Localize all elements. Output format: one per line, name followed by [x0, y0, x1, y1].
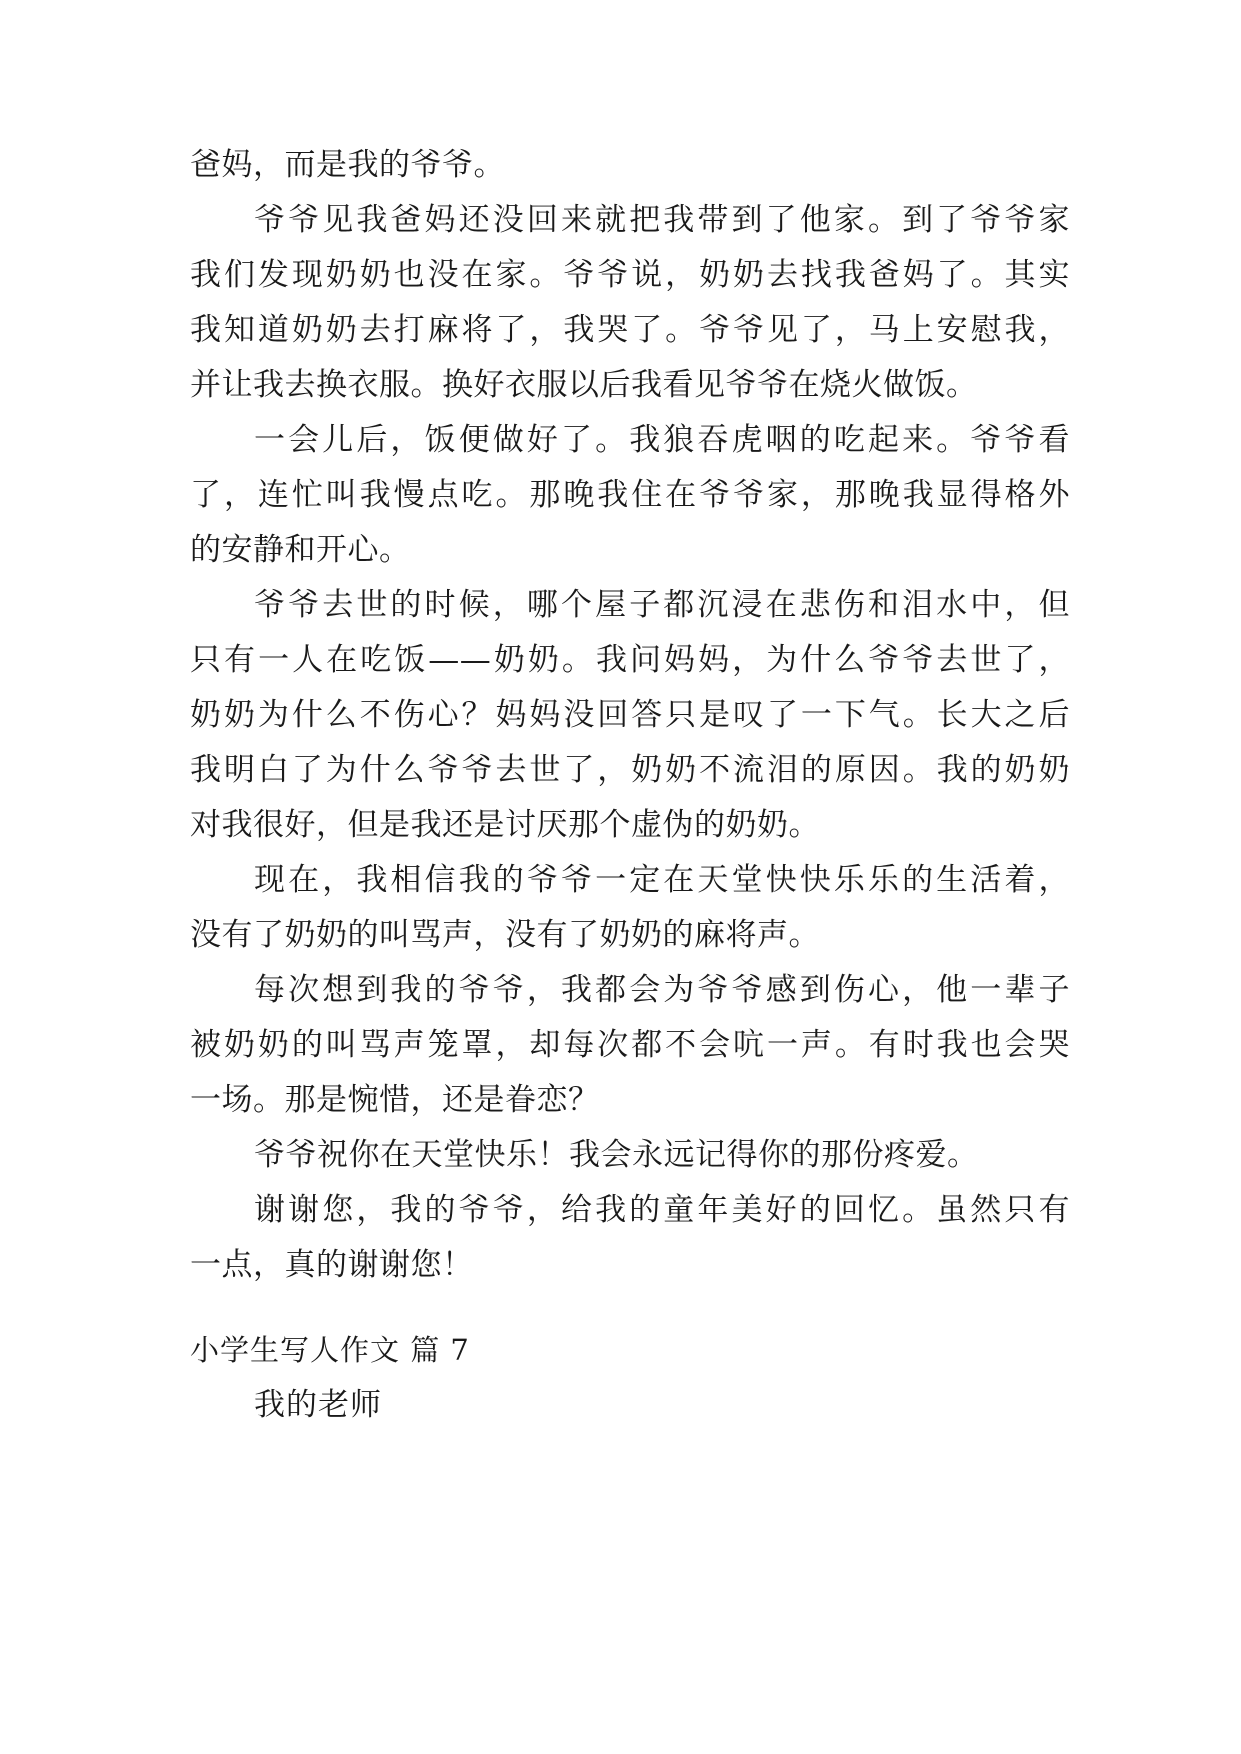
- text-line: 每次想到我的爷爷，我都会为爷爷感到伤心，他一辈子: [254, 972, 1070, 1008]
- text-line: 一会儿后，饭便做好了。我狼吞虎咽的吃起来。爷爷看: [254, 422, 1070, 458]
- text-line: 我们发现奶奶也没在家。爷爷说，奶奶去找我爸妈了。其实: [190, 257, 1070, 293]
- text-line: 现在，我相信我的爷爷一定在天堂快快乐乐的生活着，: [254, 862, 1070, 898]
- text-line: 只有一人在吃饭——奶奶。我问妈妈，为什么爷爷去世了，: [190, 642, 1070, 678]
- text-line: 没有了奶奶的叫骂声，没有了奶奶的麻将声。: [190, 917, 820, 953]
- text-line: 爷爷祝你在天堂快乐！我会永远记得你的那份疼爱。: [254, 1137, 979, 1173]
- text-line: 爷爷见我爸妈还没回来就把我带到了他家。到了爷爷家: [254, 202, 1070, 238]
- text-line: 的安静和开心。: [190, 532, 411, 568]
- text-line: 并让我去换衣服。换好衣服以后我看见爷爷在烧火做饭。: [190, 367, 978, 403]
- text-line: 一点，真的谢谢您！: [190, 1247, 474, 1283]
- essay-subtitle: 我的老师: [254, 1387, 382, 1423]
- text-line: 谢谢您，我的爷爷，给我的童年美好的回忆。虽然只有: [254, 1192, 1070, 1228]
- text-line: 爷爷去世的时候，哪个屋子都沉浸在悲伤和泪水中，但: [254, 587, 1070, 623]
- text-line: 被奶奶的叫骂声笼罩，却每次都不会吭一声。有时我也会哭: [190, 1027, 1070, 1063]
- section-heading: 小学生写人作文 篇 7: [190, 1333, 470, 1367]
- text-line: 一场。那是惋惜，还是眷恋？: [190, 1082, 600, 1118]
- text-line: 我知道奶奶去打麻将了，我哭了。爷爷见了，马上安慰我，: [190, 312, 1070, 348]
- text-line: 爸妈，而是我的爷爷。: [190, 147, 505, 183]
- text-line: 奶奶为什么不伤心？妈妈没回答只是叹了一下气。长大之后: [190, 697, 1070, 733]
- text-line: 对我很好，但是我还是讨厌那个虚伪的奶奶。: [190, 807, 820, 843]
- text-line: 我明白了为什么爷爷去世了，奶奶不流泪的原因。我的奶奶: [190, 752, 1070, 788]
- text-line: 了，连忙叫我慢点吃。那晚我住在爷爷家，那晚我显得格外: [190, 477, 1070, 513]
